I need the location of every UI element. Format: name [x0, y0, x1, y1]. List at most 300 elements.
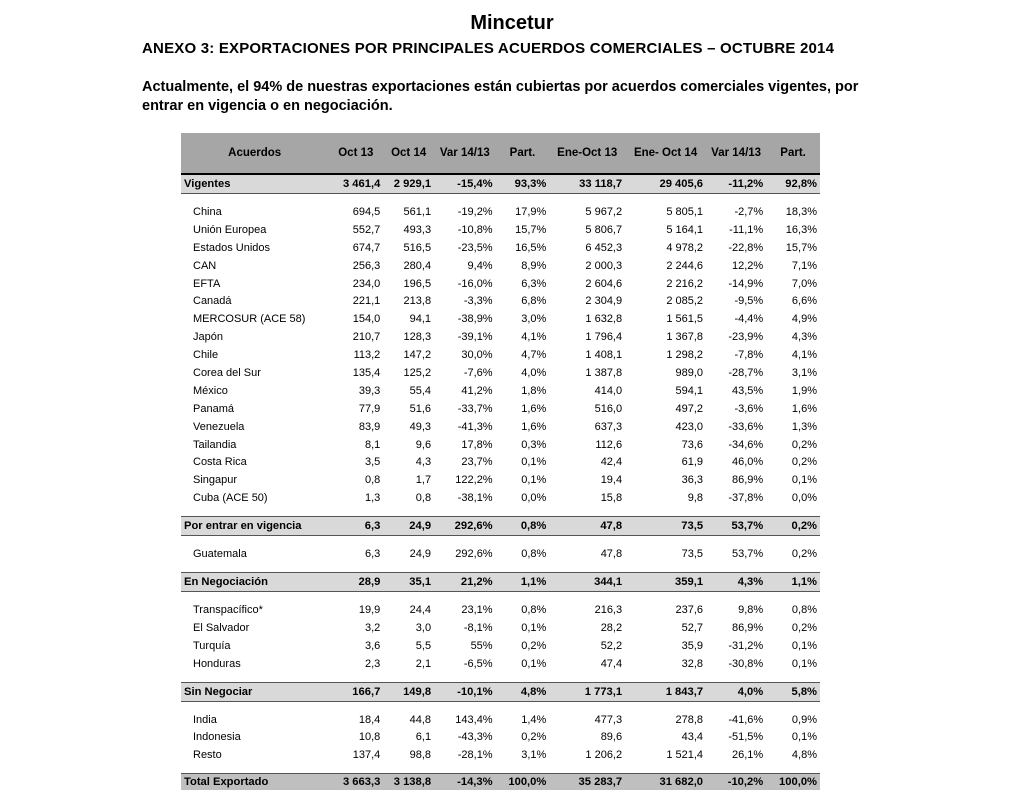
row-label: El Salvador — [193, 621, 250, 634]
table-row — [181, 382, 820, 400]
row-value: 7,1% — [791, 259, 817, 272]
row-value: 493,3 — [403, 223, 432, 236]
row-value: 0,2% — [791, 621, 817, 634]
spacer-row — [181, 701, 820, 711]
row-value: -8,1% — [463, 621, 493, 634]
row-value: 694,5 — [352, 205, 381, 218]
row-value: 1,9% — [791, 384, 817, 397]
header-ene-oct13: Ene-Oct 13 — [549, 133, 625, 174]
row-value: 423,0 — [675, 420, 704, 433]
row-value: 9,4% — [467, 259, 493, 272]
row-value: -19,2% — [457, 205, 493, 218]
row-value: 166,7 — [328, 682, 383, 701]
row-value: 19,4 — [600, 474, 623, 487]
row-value: 1 298,2 — [666, 349, 704, 362]
row-value: 3,6 — [365, 639, 381, 652]
table-row — [181, 221, 820, 239]
row-value: 73,6 — [681, 438, 704, 451]
row-value: -34,6% — [728, 438, 764, 451]
table-row — [181, 203, 820, 221]
row-value: 6,3 — [328, 517, 383, 536]
spacer-cell — [181, 507, 820, 517]
row-value: 24,9 — [409, 548, 432, 561]
group-row — [181, 573, 820, 592]
row-value: 43,5% — [731, 384, 764, 397]
row-value: 0,2% — [521, 639, 547, 652]
row-label: Vigentes — [181, 174, 328, 194]
row-value: 17,8% — [461, 438, 493, 451]
row-value: -11,1% — [729, 223, 764, 236]
row-value: 414,0 — [594, 384, 623, 397]
row-value: 516,5 — [403, 241, 432, 254]
row-value: 0,1% — [521, 474, 547, 487]
row-value: 6,1 — [415, 731, 432, 744]
row-value: 1,6% — [791, 402, 817, 415]
row-value: 210,7 — [352, 331, 381, 344]
row-value: 39,3 — [358, 384, 381, 397]
row-value: 0,1% — [791, 657, 817, 670]
row-value: 4,7% — [521, 349, 547, 362]
table-row — [181, 489, 820, 507]
row-value: 3,0 — [415, 621, 432, 634]
header-part-month: Part. — [496, 133, 550, 174]
row-value: 26,1% — [731, 749, 764, 762]
row-value: -10,8% — [457, 223, 493, 236]
row-label: CAN — [193, 259, 217, 272]
row-value: 0,3% — [521, 438, 547, 451]
row-value: 1,4% — [521, 713, 547, 726]
row-label: EFTA — [193, 277, 221, 290]
annex-title: ANEXO 3: EXPORTACIONES POR PRINCIPALES ACUERDOS COMERCIALES – OCTUBRE 2014 — [142, 40, 835, 57]
row-value: 594,1 — [675, 384, 704, 397]
row-label: Estados Unidos — [193, 241, 271, 254]
row-value: 4,9% — [791, 313, 817, 326]
row-label: Chile — [193, 349, 219, 362]
row-value: 0,8% — [791, 603, 817, 616]
row-value: -23,5% — [457, 241, 493, 254]
row-value: 100,0% — [496, 774, 550, 790]
row-value: 1 561,5 — [666, 313, 704, 326]
row-value: 3,0% — [521, 313, 547, 326]
row-value: 149,8 — [383, 682, 434, 701]
row-value: 237,6 — [675, 603, 704, 616]
row-value: 10,8 — [358, 731, 381, 744]
row-value: 77,9 — [358, 402, 381, 415]
row-value: 86,9% — [731, 474, 764, 487]
table-row — [181, 637, 820, 655]
table-row — [181, 346, 820, 364]
row-value: 3,1% — [791, 366, 817, 379]
row-value: -28,7% — [728, 366, 764, 379]
row-value: 3,1% — [521, 749, 547, 762]
spacer-cell — [181, 673, 820, 683]
row-value: 7,0% — [791, 277, 817, 290]
row-value: -15,4% — [434, 174, 496, 194]
row-value: 12,2% — [731, 259, 764, 272]
spacer-cell — [181, 764, 820, 774]
row-value: 47,8 — [549, 517, 625, 536]
row-value: -16,0% — [457, 277, 493, 290]
row-label: Honduras — [193, 657, 241, 670]
row-value: 5,8% — [766, 682, 820, 701]
row-value: 53,7% — [731, 548, 764, 561]
row-value: 41,2% — [461, 384, 493, 397]
row-value: 4,0% — [521, 366, 547, 379]
row-value: 31 682,0 — [625, 774, 706, 790]
row-value: 4,8% — [791, 749, 817, 762]
table-row — [181, 310, 820, 328]
row-label: Turquía — [193, 639, 231, 652]
row-label: Canadá — [193, 295, 232, 308]
row-value: 1,8% — [521, 384, 547, 397]
row-value: 4,8% — [496, 682, 550, 701]
row-value: 3 138,8 — [383, 774, 434, 790]
row-value: 100,0% — [766, 774, 820, 790]
row-value: 1 773,1 — [549, 682, 625, 701]
row-value: 18,3% — [785, 205, 817, 218]
row-label: Venezuela — [193, 420, 245, 433]
row-value: 83,9 — [358, 420, 381, 433]
row-value: -4,4% — [734, 313, 764, 326]
row-value: 1,6% — [521, 420, 547, 433]
row-value: 0,1% — [791, 639, 817, 652]
table-row — [181, 292, 820, 310]
row-value: 47,4 — [600, 657, 623, 670]
row-value: -3,3% — [463, 295, 493, 308]
row-value: 1,6% — [521, 402, 547, 415]
intro-paragraph: Actualmente, el 94% de nuestras exportaciones están cubiertas por acuerdos comerciales vigentes, por entrar en vigencia o en negociación. — [142, 79, 859, 114]
row-value: 1 206,2 — [585, 749, 623, 762]
spacer-cell — [181, 536, 820, 546]
row-value: 989,0 — [675, 366, 704, 379]
row-value: 29 405,6 — [625, 174, 706, 194]
row-value: 552,7 — [352, 223, 381, 236]
row-value: 52,2 — [600, 639, 623, 652]
row-value: 28,2 — [600, 621, 623, 634]
row-value: 2 244,6 — [666, 259, 704, 272]
row-value: 9,8% — [738, 603, 764, 616]
row-value: 1 387,8 — [585, 366, 623, 379]
row-value: 216,3 — [594, 603, 623, 616]
row-label: Transpacífico* — [193, 603, 263, 616]
row-value: 5 806,7 — [585, 223, 623, 236]
row-value: -33,6% — [728, 420, 764, 433]
row-value: 1,1% — [766, 573, 820, 592]
row-label: Indonesia — [193, 731, 241, 744]
row-value: 36,3 — [681, 474, 704, 487]
row-value: 73,5 — [681, 548, 704, 561]
row-value: 92,8% — [766, 174, 820, 194]
row-value: 35,1 — [383, 573, 434, 592]
row-label: Singapur — [193, 474, 238, 487]
row-value: 4,1% — [521, 331, 547, 344]
row-value: 125,2 — [403, 366, 432, 379]
row-label: En Negociación — [181, 573, 328, 592]
row-value: 98,8 — [409, 749, 432, 762]
row-value: 17,9% — [515, 205, 547, 218]
row-value: 24,4 — [409, 603, 432, 616]
row-label: México — [193, 384, 228, 397]
row-value: 4,1% — [791, 349, 817, 362]
spacer-row — [181, 673, 820, 683]
table-row — [181, 619, 820, 637]
table-row — [181, 655, 820, 673]
row-label: Sin Negociar — [181, 682, 328, 701]
row-value: 2 000,3 — [585, 259, 623, 272]
row-value: 0,1% — [791, 474, 817, 487]
row-value: 33 118,7 — [549, 174, 625, 194]
row-value: 561,1 — [403, 205, 432, 218]
row-value: 15,7% — [785, 241, 817, 254]
row-value: 24,9 — [383, 517, 434, 536]
table-row — [181, 257, 820, 275]
total-row — [181, 774, 820, 790]
row-value: 35 283,7 — [549, 774, 625, 790]
row-value: 89,6 — [600, 731, 623, 744]
row-value: 112,6 — [595, 438, 623, 451]
row-value: 147,2 — [403, 349, 432, 362]
row-value: 4 978,2 — [666, 241, 704, 254]
row-value: 53,7% — [706, 517, 766, 536]
spacer-row — [181, 592, 820, 602]
row-value: 234,0 — [352, 277, 381, 290]
row-value: 5 967,2 — [585, 205, 623, 218]
row-value: 113,2 — [353, 349, 381, 362]
table-row — [181, 364, 820, 382]
row-value: 4,3% — [791, 331, 817, 344]
row-value: -30,8% — [728, 657, 764, 670]
row-value: -14,3% — [434, 774, 496, 790]
row-value: 6,3 — [365, 548, 381, 561]
table-row — [181, 728, 820, 746]
row-value: 0,2% — [791, 438, 817, 451]
header-part-ytd: Part. — [766, 133, 820, 174]
row-value: 0,2% — [521, 731, 547, 744]
row-label: China — [193, 205, 222, 218]
row-value: 3 663,3 — [328, 774, 383, 790]
row-label: Guatemala — [193, 548, 247, 561]
row-value: -7,6% — [463, 366, 493, 379]
row-value: 16,3% — [785, 223, 817, 236]
row-value: -11,2% — [706, 174, 766, 194]
row-value: -7,8% — [734, 349, 764, 362]
row-value: 135,4 — [352, 366, 381, 379]
row-value: 30,0% — [461, 349, 493, 362]
row-value: 3 461,4 — [328, 174, 383, 194]
row-value: -2,7% — [734, 205, 764, 218]
row-value: 128,3 — [403, 331, 432, 344]
row-value: 44,8 — [409, 713, 432, 726]
row-value: 0,9% — [791, 713, 817, 726]
row-value: -10,1% — [434, 682, 496, 701]
row-value: 5,5 — [415, 639, 432, 652]
row-value: 2 216,2 — [666, 277, 704, 290]
row-value: -39,1% — [457, 331, 493, 344]
group-row — [181, 174, 820, 194]
row-value: 0,2% — [791, 548, 817, 561]
row-value: 9,8 — [687, 492, 704, 505]
row-value: 0,8% — [496, 517, 550, 536]
row-value: 154,0 — [352, 313, 381, 326]
row-value: 6 452,3 — [585, 241, 623, 254]
row-value: 1 796,4 — [585, 331, 623, 344]
row-value: 35,9 — [681, 639, 704, 652]
row-value: 28,9 — [328, 573, 383, 592]
row-value: 23,1% — [461, 603, 493, 616]
row-value: 15,8 — [600, 492, 623, 505]
table-row — [181, 328, 820, 346]
spacer-cell — [181, 701, 820, 711]
row-value: 0,1% — [521, 621, 547, 634]
row-value: 122,2% — [455, 474, 493, 487]
row-value: 359,1 — [625, 573, 706, 592]
row-value: 43,4 — [681, 731, 704, 744]
row-value: -10,2% — [706, 774, 766, 790]
row-value: 1 367,8 — [666, 331, 704, 344]
row-label: Cuba (ACE 50) — [193, 492, 268, 505]
row-value: 49,3 — [409, 420, 432, 433]
spacer-row — [181, 536, 820, 546]
table-row — [181, 746, 820, 764]
row-value: 0,2% — [766, 517, 820, 536]
row-value: -31,2% — [728, 639, 764, 652]
table-row — [181, 453, 820, 471]
row-value: 1,3 — [365, 492, 381, 505]
group-row — [181, 517, 820, 536]
row-value: 0,1% — [521, 456, 547, 469]
row-value: 196,5 — [403, 277, 432, 290]
row-value: 0,1% — [791, 731, 817, 744]
row-value: 516,0 — [594, 402, 623, 415]
row-value: 2 929,1 — [383, 174, 434, 194]
row-value: 9,6 — [415, 438, 432, 451]
row-value: 213,8 — [403, 295, 432, 308]
table-row — [181, 436, 820, 454]
page-title: Mincetur — [470, 12, 554, 34]
table-row — [181, 239, 820, 257]
row-value: -23,9% — [728, 331, 764, 344]
row-value: 8,9% — [521, 259, 547, 272]
row-value: 23,7% — [461, 456, 493, 469]
row-value: 4,0% — [706, 682, 766, 701]
row-value: 292,6% — [434, 517, 496, 536]
row-value: 42,4 — [600, 456, 623, 469]
row-value: 637,3 — [594, 420, 623, 433]
table-header-row — [181, 133, 820, 174]
row-value: 51,6 — [409, 402, 432, 415]
row-value: 86,9% — [731, 621, 764, 634]
row-label: Corea del Sur — [193, 366, 261, 379]
row-value: -3,6% — [734, 402, 764, 415]
spacer-cell — [181, 194, 820, 204]
table-body — [181, 174, 820, 790]
header-oct13: Oct 13 — [328, 133, 383, 174]
spacer-row — [181, 194, 820, 204]
header-var-ytd: Var 14/13 — [706, 133, 766, 174]
row-value: 2 304,9 — [585, 295, 623, 308]
row-value: 73,5 — [625, 517, 706, 536]
row-value: 280,4 — [403, 259, 432, 272]
row-value: 3,5 — [365, 456, 381, 469]
row-value: 0,8 — [415, 492, 432, 505]
row-value: 2,1 — [415, 657, 432, 670]
row-value: 5 805,1 — [666, 205, 704, 218]
row-value: -14,9% — [728, 277, 764, 290]
row-value: 3,2 — [365, 621, 381, 634]
row-label: Por entrar en vigencia — [181, 517, 328, 536]
spacer-cell — [181, 563, 820, 573]
exports-table — [181, 133, 820, 790]
row-value: -51,5% — [728, 731, 764, 744]
row-value: 1 521,4 — [666, 749, 704, 762]
row-value: 94,1 — [409, 313, 432, 326]
table-row — [181, 711, 820, 729]
header-oct14: Oct 14 — [383, 133, 434, 174]
row-value: -43,3% — [457, 731, 493, 744]
row-value: 344,1 — [549, 573, 625, 592]
row-value: 2,3 — [365, 657, 381, 670]
row-value: 221,1 — [352, 295, 381, 308]
row-value: 1 843,7 — [625, 682, 706, 701]
row-label: Resto — [193, 749, 222, 762]
row-value: -41,6% — [728, 713, 764, 726]
table-row — [181, 471, 820, 489]
row-value: 1 408,1 — [585, 349, 623, 362]
row-value: 0,0% — [791, 492, 817, 505]
row-value: 8,1 — [365, 438, 381, 451]
row-label: Japón — [193, 331, 223, 344]
row-value: 256,3 — [352, 259, 381, 272]
row-value: 46,0% — [731, 456, 764, 469]
row-value: 0,8% — [521, 548, 547, 561]
row-value: 4,3% — [706, 573, 766, 592]
row-value: 137,4 — [352, 749, 381, 762]
table-row — [181, 545, 820, 563]
row-value: 0,8% — [521, 603, 547, 616]
table-row — [181, 418, 820, 436]
row-value: 55,4 — [409, 384, 432, 397]
row-value: 6,6% — [791, 295, 817, 308]
row-value: 1 632,8 — [585, 313, 623, 326]
row-value: -33,7% — [457, 402, 493, 415]
row-value: 15,7% — [515, 223, 547, 236]
table-row — [181, 601, 820, 619]
row-label: India — [193, 713, 217, 726]
row-value: 674,7 — [352, 241, 381, 254]
row-value: 292,6% — [455, 548, 493, 561]
row-value: 18,4 — [358, 713, 381, 726]
group-row — [181, 682, 820, 701]
row-value: 55% — [470, 639, 493, 652]
row-value: 477,3 — [594, 713, 623, 726]
row-value: 52,7 — [681, 621, 704, 634]
row-value: 61,9 — [681, 456, 704, 469]
row-value: 1,7 — [415, 474, 432, 487]
row-value: 143,4% — [455, 713, 493, 726]
row-label: Unión Europea — [193, 223, 267, 236]
row-value: -6,5% — [463, 657, 493, 670]
spacer-row — [181, 764, 820, 774]
row-value: 1,1% — [496, 573, 550, 592]
row-value: 0,2% — [791, 456, 817, 469]
row-value: 2 604,6 — [585, 277, 623, 290]
row-label: Total Exportado — [181, 774, 328, 790]
row-label: Panamá — [193, 402, 234, 415]
row-label: MERCOSUR (ACE 58) — [193, 313, 306, 326]
row-value: 5 164,1 — [666, 223, 704, 236]
row-value: -41,3% — [457, 420, 493, 433]
row-value: -28,1% — [457, 749, 493, 762]
